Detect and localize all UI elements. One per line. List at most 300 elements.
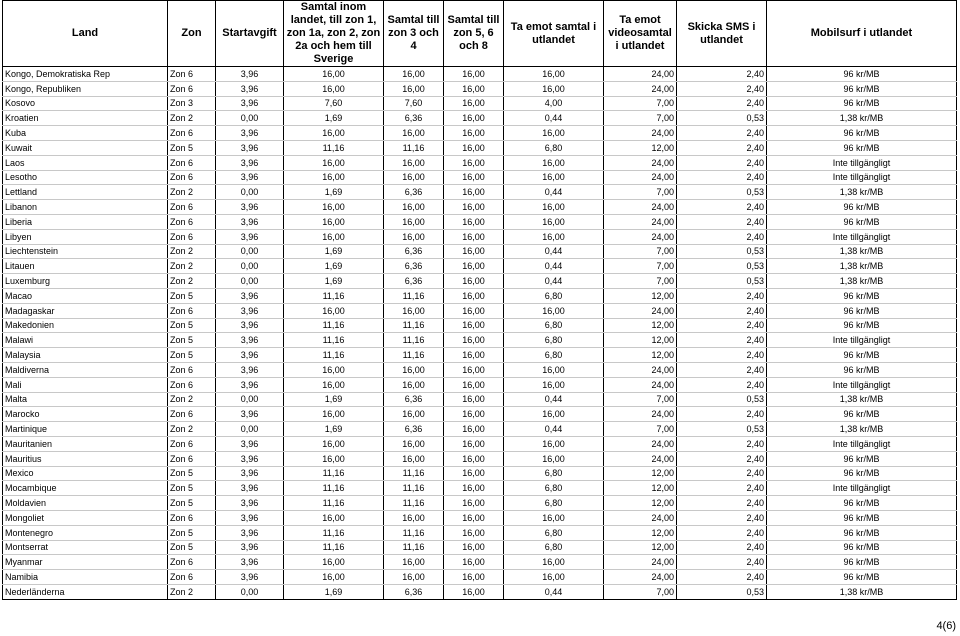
cell-land: Kosovo <box>3 96 168 111</box>
cell-ta-emot-samtal: 16,00 <box>504 570 604 585</box>
cell-mobilsurf: 96 kr/MB <box>767 67 957 82</box>
cell-samtal-inom-landet: 7,60 <box>284 96 384 111</box>
cell-startavgift: 3,96 <box>216 214 284 229</box>
cell-zon: Zon 5 <box>168 496 216 511</box>
cell-land: Mocambique <box>3 481 168 496</box>
cell-samtal-inom-landet: 1,69 <box>284 422 384 437</box>
cell-samtal-zon-3-4: 6,36 <box>384 244 444 259</box>
cell-samtal-zon-3-4: 6,36 <box>384 274 444 289</box>
cell-samtal-zon-3-4: 11,16 <box>384 540 444 555</box>
cell-skicka-sms: 2,40 <box>677 214 767 229</box>
cell-samtal-zon-3-4: 7,60 <box>384 96 444 111</box>
cell-samtal-zon-5-6-8: 16,00 <box>444 481 504 496</box>
header-samtal-zon-5-6-8: Samtal till zon 5, 6 och 8 <box>444 1 504 67</box>
cell-samtal-inom-landet: 16,00 <box>284 570 384 585</box>
cell-zon: Zon 2 <box>168 111 216 126</box>
cell-ta-emot-videosamtal: 24,00 <box>604 407 677 422</box>
cell-mobilsurf: Inte tillgängligt <box>767 333 957 348</box>
cell-ta-emot-videosamtal: 12,00 <box>604 318 677 333</box>
cell-zon: Zon 2 <box>168 584 216 599</box>
cell-skicka-sms: 2,40 <box>677 229 767 244</box>
cell-land: Liberia <box>3 214 168 229</box>
cell-ta-emot-videosamtal: 7,00 <box>604 244 677 259</box>
cell-ta-emot-samtal: 16,00 <box>504 81 604 96</box>
cell-samtal-inom-landet: 11,16 <box>284 540 384 555</box>
cell-ta-emot-videosamtal: 7,00 <box>604 96 677 111</box>
cell-samtal-inom-landet: 1,69 <box>284 392 384 407</box>
cell-startavgift: 3,96 <box>216 436 284 451</box>
table-row <box>3 348 957 363</box>
cell-samtal-zon-3-4: 6,36 <box>384 392 444 407</box>
cell-startavgift: 3,96 <box>216 510 284 525</box>
cell-mobilsurf: 96 kr/MB <box>767 200 957 215</box>
cell-ta-emot-videosamtal: 24,00 <box>604 510 677 525</box>
cell-mobilsurf: 96 kr/MB <box>767 451 957 466</box>
cell-mobilsurf: Inte tillgängligt <box>767 436 957 451</box>
cell-startavgift: 0,00 <box>216 584 284 599</box>
cell-skicka-sms: 2,40 <box>677 140 767 155</box>
cell-samtal-inom-landet: 16,00 <box>284 436 384 451</box>
cell-skicka-sms: 2,40 <box>677 318 767 333</box>
table-row <box>3 140 957 155</box>
cell-mobilsurf: 1,38 kr/MB <box>767 259 957 274</box>
cell-land: Mongoliet <box>3 510 168 525</box>
cell-samtal-zon-5-6-8: 16,00 <box>444 288 504 303</box>
cell-samtal-zon-3-4: 11,16 <box>384 288 444 303</box>
table-row <box>3 407 957 422</box>
cell-land: Liechtenstein <box>3 244 168 259</box>
cell-zon: Zon 2 <box>168 244 216 259</box>
cell-land: Mexico <box>3 466 168 481</box>
cell-samtal-zon-5-6-8: 16,00 <box>444 466 504 481</box>
cell-startavgift: 3,96 <box>216 333 284 348</box>
cell-land: Martinique <box>3 422 168 437</box>
cell-samtal-zon-5-6-8: 16,00 <box>444 496 504 511</box>
cell-land: Luxemburg <box>3 274 168 289</box>
cell-skicka-sms: 2,40 <box>677 466 767 481</box>
header-mobilsurf: Mobilsurf i utlandet <box>767 1 957 67</box>
cell-samtal-inom-landet: 16,00 <box>284 214 384 229</box>
cell-ta-emot-samtal: 16,00 <box>504 377 604 392</box>
cell-ta-emot-samtal: 16,00 <box>504 436 604 451</box>
cell-startavgift: 3,96 <box>216 81 284 96</box>
cell-ta-emot-videosamtal: 24,00 <box>604 377 677 392</box>
cell-skicka-sms: 2,40 <box>677 67 767 82</box>
cell-ta-emot-samtal: 16,00 <box>504 510 604 525</box>
cell-skicka-sms: 2,40 <box>677 362 767 377</box>
cell-ta-emot-videosamtal: 12,00 <box>604 333 677 348</box>
cell-samtal-zon-5-6-8: 16,00 <box>444 155 504 170</box>
cell-skicka-sms: 2,40 <box>677 555 767 570</box>
cell-samtal-zon-3-4: 6,36 <box>384 259 444 274</box>
cell-startavgift: 3,96 <box>216 407 284 422</box>
cell-land: Laos <box>3 155 168 170</box>
cell-zon: Zon 6 <box>168 362 216 377</box>
cell-zon: Zon 5 <box>168 466 216 481</box>
cell-ta-emot-videosamtal: 7,00 <box>604 392 677 407</box>
cell-ta-emot-samtal: 0,44 <box>504 274 604 289</box>
cell-land: Makedonien <box>3 318 168 333</box>
header-ta-emot-videosamtal: Ta emot videosamtal i utlandet <box>604 1 677 67</box>
cell-startavgift: 3,96 <box>216 555 284 570</box>
cell-ta-emot-videosamtal: 24,00 <box>604 362 677 377</box>
table-row <box>3 540 957 555</box>
cell-ta-emot-videosamtal: 24,00 <box>604 170 677 185</box>
cell-zon: Zon 5 <box>168 318 216 333</box>
cell-samtal-zon-3-4: 11,16 <box>384 466 444 481</box>
cell-skicka-sms: 2,40 <box>677 540 767 555</box>
header-ta-emot-samtal: Ta emot samtal i utlandet <box>504 1 604 67</box>
cell-startavgift: 3,96 <box>216 229 284 244</box>
cell-samtal-inom-landet: 11,16 <box>284 481 384 496</box>
cell-skicka-sms: 0,53 <box>677 392 767 407</box>
cell-zon: Zon 6 <box>168 555 216 570</box>
cell-ta-emot-samtal: 16,00 <box>504 67 604 82</box>
cell-samtal-zon-3-4: 16,00 <box>384 229 444 244</box>
cell-samtal-zon-5-6-8: 16,00 <box>444 170 504 185</box>
cell-ta-emot-samtal: 6,80 <box>504 318 604 333</box>
cell-samtal-zon-3-4: 11,16 <box>384 496 444 511</box>
cell-ta-emot-samtal: 0,44 <box>504 422 604 437</box>
cell-zon: Zon 6 <box>168 570 216 585</box>
cell-mobilsurf: 96 kr/MB <box>767 496 957 511</box>
cell-skicka-sms: 0,53 <box>677 259 767 274</box>
cell-samtal-zon-3-4: 16,00 <box>384 510 444 525</box>
cell-startavgift: 3,96 <box>216 348 284 363</box>
cell-ta-emot-videosamtal: 7,00 <box>604 584 677 599</box>
cell-ta-emot-videosamtal: 24,00 <box>604 214 677 229</box>
cell-samtal-zon-5-6-8: 16,00 <box>444 348 504 363</box>
cell-mobilsurf: 96 kr/MB <box>767 510 957 525</box>
cell-mobilsurf: 1,38 kr/MB <box>767 392 957 407</box>
cell-land: Kongo, Republiken <box>3 81 168 96</box>
cell-land: Litauen <box>3 259 168 274</box>
cell-samtal-inom-landet: 11,16 <box>284 288 384 303</box>
cell-samtal-zon-5-6-8: 16,00 <box>444 392 504 407</box>
cell-mobilsurf: 96 kr/MB <box>767 407 957 422</box>
cell-skicka-sms: 2,40 <box>677 200 767 215</box>
cell-zon: Zon 6 <box>168 407 216 422</box>
cell-zon: Zon 6 <box>168 451 216 466</box>
cell-ta-emot-samtal: 16,00 <box>504 200 604 215</box>
cell-samtal-zon-5-6-8: 16,00 <box>444 140 504 155</box>
table-row <box>3 584 957 599</box>
table-row <box>3 81 957 96</box>
cell-zon: Zon 6 <box>168 155 216 170</box>
cell-samtal-zon-3-4: 16,00 <box>384 377 444 392</box>
cell-land: Nederländerna <box>3 584 168 599</box>
cell-samtal-zon-3-4: 11,16 <box>384 318 444 333</box>
cell-mobilsurf: 1,38 kr/MB <box>767 274 957 289</box>
cell-skicka-sms: 0,53 <box>677 244 767 259</box>
cell-samtal-zon-5-6-8: 16,00 <box>444 214 504 229</box>
cell-startavgift: 3,96 <box>216 67 284 82</box>
cell-samtal-zon-3-4: 16,00 <box>384 200 444 215</box>
cell-mobilsurf: Inte tillgängligt <box>767 170 957 185</box>
cell-startavgift: 3,96 <box>216 126 284 141</box>
cell-skicka-sms: 2,40 <box>677 451 767 466</box>
cell-samtal-inom-landet: 16,00 <box>284 451 384 466</box>
cell-startavgift: 3,96 <box>216 155 284 170</box>
cell-samtal-zon-5-6-8: 16,00 <box>444 422 504 437</box>
cell-ta-emot-videosamtal: 24,00 <box>604 436 677 451</box>
cell-startavgift: 3,96 <box>216 303 284 318</box>
cell-samtal-inom-landet: 16,00 <box>284 510 384 525</box>
cell-mobilsurf: 96 kr/MB <box>767 318 957 333</box>
cell-samtal-zon-5-6-8: 16,00 <box>444 244 504 259</box>
table-body <box>3 67 957 600</box>
table-row <box>3 392 957 407</box>
cell-samtal-inom-landet: 1,69 <box>284 274 384 289</box>
cell-mobilsurf: 96 kr/MB <box>767 525 957 540</box>
cell-skicka-sms: 2,40 <box>677 333 767 348</box>
cell-zon: Zon 6 <box>168 170 216 185</box>
cell-land: Moldavien <box>3 496 168 511</box>
cell-samtal-zon-5-6-8: 16,00 <box>444 96 504 111</box>
cell-samtal-zon-5-6-8: 16,00 <box>444 540 504 555</box>
cell-samtal-inom-landet: 11,16 <box>284 466 384 481</box>
cell-skicka-sms: 0,53 <box>677 111 767 126</box>
cell-ta-emot-samtal: 6,80 <box>504 140 604 155</box>
cell-ta-emot-samtal: 16,00 <box>504 170 604 185</box>
cell-ta-emot-samtal: 6,80 <box>504 525 604 540</box>
cell-ta-emot-samtal: 0,44 <box>504 259 604 274</box>
cell-samtal-inom-landet: 11,16 <box>284 348 384 363</box>
cell-samtal-zon-5-6-8: 16,00 <box>444 451 504 466</box>
cell-land: Malaysia <box>3 348 168 363</box>
cell-startavgift: 3,96 <box>216 200 284 215</box>
cell-skicka-sms: 0,53 <box>677 422 767 437</box>
cell-samtal-zon-3-4: 6,36 <box>384 185 444 200</box>
cell-land: Libyen <box>3 229 168 244</box>
cell-skicka-sms: 2,40 <box>677 407 767 422</box>
cell-ta-emot-videosamtal: 12,00 <box>604 288 677 303</box>
cell-zon: Zon 6 <box>168 436 216 451</box>
cell-ta-emot-videosamtal: 24,00 <box>604 81 677 96</box>
page-number: 4(6) <box>936 620 956 632</box>
cell-land: Marocko <box>3 407 168 422</box>
cell-zon: Zon 6 <box>168 377 216 392</box>
cell-ta-emot-samtal: 6,80 <box>504 481 604 496</box>
cell-zon: Zon 6 <box>168 510 216 525</box>
cell-zon: Zon 6 <box>168 303 216 318</box>
cell-samtal-inom-landet: 16,00 <box>284 229 384 244</box>
table-row <box>3 555 957 570</box>
cell-samtal-zon-3-4: 11,16 <box>384 525 444 540</box>
cell-samtal-zon-5-6-8: 16,00 <box>444 525 504 540</box>
cell-mobilsurf: 96 kr/MB <box>767 81 957 96</box>
cell-mobilsurf: 96 kr/MB <box>767 348 957 363</box>
cell-zon: Zon 5 <box>168 333 216 348</box>
price-table <box>2 0 957 600</box>
cell-ta-emot-videosamtal: 24,00 <box>604 451 677 466</box>
cell-ta-emot-samtal: 16,00 <box>504 407 604 422</box>
cell-ta-emot-samtal: 0,44 <box>504 111 604 126</box>
cell-mobilsurf: 1,38 kr/MB <box>767 422 957 437</box>
cell-zon: Zon 2 <box>168 259 216 274</box>
cell-ta-emot-samtal: 4,00 <box>504 96 604 111</box>
cell-skicka-sms: 2,40 <box>677 525 767 540</box>
cell-samtal-inom-landet: 16,00 <box>284 155 384 170</box>
cell-mobilsurf: Inte tillgängligt <box>767 481 957 496</box>
cell-mobilsurf: 96 kr/MB <box>767 140 957 155</box>
cell-samtal-zon-3-4: 16,00 <box>384 155 444 170</box>
table-row <box>3 318 957 333</box>
cell-mobilsurf: 96 kr/MB <box>767 303 957 318</box>
table-row <box>3 170 957 185</box>
cell-startavgift: 3,96 <box>216 318 284 333</box>
cell-mobilsurf: 96 kr/MB <box>767 362 957 377</box>
cell-startavgift: 0,00 <box>216 111 284 126</box>
cell-land: Macao <box>3 288 168 303</box>
table-row <box>3 525 957 540</box>
cell-ta-emot-videosamtal: 24,00 <box>604 126 677 141</box>
cell-mobilsurf: 96 kr/MB <box>767 96 957 111</box>
cell-samtal-inom-landet: 11,16 <box>284 333 384 348</box>
table-row <box>3 288 957 303</box>
cell-ta-emot-samtal: 16,00 <box>504 555 604 570</box>
table-row <box>3 155 957 170</box>
cell-mobilsurf: 1,38 kr/MB <box>767 185 957 200</box>
cell-samtal-inom-landet: 11,16 <box>284 318 384 333</box>
table-row <box>3 570 957 585</box>
cell-startavgift: 0,00 <box>216 392 284 407</box>
cell-mobilsurf: Inte tillgängligt <box>767 377 957 392</box>
cell-zon: Zon 6 <box>168 81 216 96</box>
cell-ta-emot-samtal: 6,80 <box>504 466 604 481</box>
cell-ta-emot-samtal: 0,44 <box>504 185 604 200</box>
table-row <box>3 111 957 126</box>
cell-samtal-inom-landet: 1,69 <box>284 111 384 126</box>
cell-samtal-inom-landet: 16,00 <box>284 362 384 377</box>
cell-mobilsurf: 96 kr/MB <box>767 126 957 141</box>
cell-mobilsurf: Inte tillgängligt <box>767 229 957 244</box>
cell-ta-emot-videosamtal: 12,00 <box>604 466 677 481</box>
cell-startavgift: 3,96 <box>216 466 284 481</box>
cell-ta-emot-videosamtal: 24,00 <box>604 67 677 82</box>
cell-ta-emot-samtal: 6,80 <box>504 348 604 363</box>
cell-land: Mali <box>3 377 168 392</box>
header-startavgift: Startavgift <box>216 1 284 67</box>
cell-ta-emot-samtal: 6,80 <box>504 333 604 348</box>
cell-ta-emot-videosamtal: 24,00 <box>604 155 677 170</box>
cell-land: Libanon <box>3 200 168 215</box>
cell-ta-emot-samtal: 0,44 <box>504 392 604 407</box>
cell-ta-emot-videosamtal: 24,00 <box>604 303 677 318</box>
cell-ta-emot-samtal: 0,44 <box>504 584 604 599</box>
cell-samtal-inom-landet: 16,00 <box>284 126 384 141</box>
cell-samtal-inom-landet: 16,00 <box>284 170 384 185</box>
cell-samtal-inom-landet: 16,00 <box>284 407 384 422</box>
cell-samtal-zon-5-6-8: 16,00 <box>444 436 504 451</box>
cell-samtal-zon-5-6-8: 16,00 <box>444 67 504 82</box>
table-row <box>3 214 957 229</box>
cell-ta-emot-samtal: 16,00 <box>504 303 604 318</box>
table-row <box>3 496 957 511</box>
cell-samtal-inom-landet: 16,00 <box>284 555 384 570</box>
cell-ta-emot-samtal: 16,00 <box>504 126 604 141</box>
cell-samtal-zon-3-4: 16,00 <box>384 214 444 229</box>
header-skicka-sms: Skicka SMS i utlandet <box>677 1 767 67</box>
cell-skicka-sms: 2,40 <box>677 496 767 511</box>
cell-zon: Zon 6 <box>168 214 216 229</box>
cell-land: Kuba <box>3 126 168 141</box>
cell-skicka-sms: 2,40 <box>677 96 767 111</box>
cell-mobilsurf: 1,38 kr/MB <box>767 111 957 126</box>
cell-startavgift: 0,00 <box>216 185 284 200</box>
cell-land: Mauritanien <box>3 436 168 451</box>
cell-samtal-inom-landet: 1,69 <box>284 244 384 259</box>
cell-zon: Zon 6 <box>168 126 216 141</box>
cell-startavgift: 3,96 <box>216 481 284 496</box>
cell-startavgift: 3,96 <box>216 570 284 585</box>
header-row <box>3 1 957 67</box>
cell-startavgift: 0,00 <box>216 422 284 437</box>
cell-samtal-zon-5-6-8: 16,00 <box>444 81 504 96</box>
cell-skicka-sms: 2,40 <box>677 570 767 585</box>
cell-land: Kongo, Demokratiska Rep <box>3 67 168 82</box>
cell-ta-emot-samtal: 16,00 <box>504 451 604 466</box>
cell-samtal-zon-3-4: 16,00 <box>384 67 444 82</box>
cell-samtal-inom-landet: 11,16 <box>284 496 384 511</box>
cell-skicka-sms: 2,40 <box>677 481 767 496</box>
cell-samtal-zon-3-4: 11,16 <box>384 348 444 363</box>
cell-ta-emot-videosamtal: 7,00 <box>604 185 677 200</box>
cell-ta-emot-videosamtal: 12,00 <box>604 525 677 540</box>
table-row <box>3 436 957 451</box>
cell-samtal-inom-landet: 16,00 <box>284 81 384 96</box>
cell-mobilsurf: Inte tillgängligt <box>767 155 957 170</box>
cell-samtal-zon-5-6-8: 16,00 <box>444 333 504 348</box>
cell-samtal-zon-5-6-8: 16,00 <box>444 362 504 377</box>
cell-land: Madagaskar <box>3 303 168 318</box>
cell-ta-emot-videosamtal: 7,00 <box>604 274 677 289</box>
cell-land: Montenegro <box>3 525 168 540</box>
cell-land: Mauritius <box>3 451 168 466</box>
cell-startavgift: 3,96 <box>216 362 284 377</box>
header-samtal-inom-landet: Samtal inom landet, till zon 1, zon 1a, zon 2, zon 2a och hem till Sverige <box>284 1 384 67</box>
cell-ta-emot-samtal: 6,80 <box>504 496 604 511</box>
table-row <box>3 422 957 437</box>
table-row <box>3 244 957 259</box>
cell-startavgift: 3,96 <box>216 377 284 392</box>
cell-zon: Zon 5 <box>168 288 216 303</box>
cell-land: Kuwait <box>3 140 168 155</box>
cell-startavgift: 3,96 <box>216 140 284 155</box>
cell-startavgift: 3,96 <box>216 540 284 555</box>
cell-samtal-zon-5-6-8: 16,00 <box>444 303 504 318</box>
cell-ta-emot-videosamtal: 7,00 <box>604 422 677 437</box>
cell-mobilsurf: 96 kr/MB <box>767 540 957 555</box>
cell-samtal-zon-5-6-8: 16,00 <box>444 318 504 333</box>
cell-samtal-zon-5-6-8: 16,00 <box>444 584 504 599</box>
header-samtal-zon-3-4: Samtal till zon 3 och 4 <box>384 1 444 67</box>
cell-land: Malta <box>3 392 168 407</box>
cell-startavgift: 0,00 <box>216 274 284 289</box>
cell-skicka-sms: 2,40 <box>677 81 767 96</box>
cell-skicka-sms: 2,40 <box>677 155 767 170</box>
cell-zon: Zon 2 <box>168 274 216 289</box>
cell-samtal-zon-5-6-8: 16,00 <box>444 259 504 274</box>
cell-skicka-sms: 2,40 <box>677 348 767 363</box>
cell-zon: Zon 5 <box>168 348 216 363</box>
cell-ta-emot-videosamtal: 7,00 <box>604 259 677 274</box>
cell-mobilsurf: 96 kr/MB <box>767 288 957 303</box>
cell-mobilsurf: 96 kr/MB <box>767 555 957 570</box>
cell-samtal-zon-3-4: 6,36 <box>384 422 444 437</box>
cell-skicka-sms: 0,53 <box>677 185 767 200</box>
cell-samtal-zon-3-4: 16,00 <box>384 451 444 466</box>
